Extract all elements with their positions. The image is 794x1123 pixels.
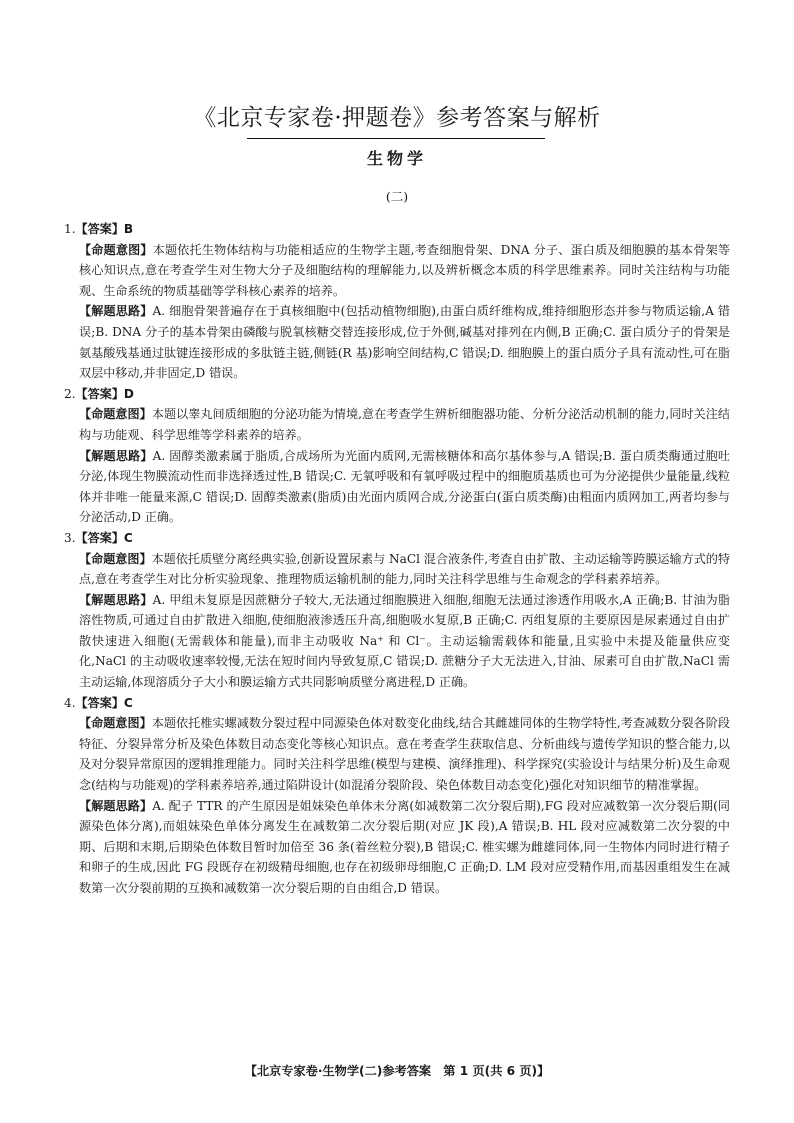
q2-intent-tag: 【命题意图】 [79,407,152,422]
q4-answer: 【答案】C [75,695,133,710]
q1-intent [79,240,730,302]
q4-approach-tag: 【解题思路】 [79,798,153,813]
q1-answer: 【答案】B [75,222,134,236]
answer-content [64,219,730,899]
q4-intent-text: 本题依托椎实螺减数分裂过程中同源染色体对数变化曲线,结合其雌雄同体的生物学特性,考查减数分裂各阶段特征、分裂异常分析及染色体数目动态变化等核心知识点。意在考查学生获取信息、分析曲线与遗传学知识的整合能力,以及对分裂异常原因的逻辑推理能力。同时关注科学思维(模型与建模、演绎推理)、科学探究(实验设计与结果分析)及生命观念(结构与功能观)的学科素养培养,通过陷阱设计(如混淆分裂阶段、染色体数目动态变化)强化对知识细节的精准掌握。 [79,716,730,793]
q3-approach-text: A. 甲组未复原是因蔗糖分子较大,无法通过细胞膜进入细胞,细胞无法通过渗透作用吸水,A 正确;B. 甘油为脂溶性物质,可通过自由扩散进入细胞,使细胞液渗透压升高,细胞吸水复原,B 正确;C. 丙组复原的主要原因是尿素通过自由扩散快速进入细胞(无需载体和能量),而非主动吸收 Na⁺ 和 Cl⁻。主动运输需载体和能量,且实验中未提及能量供应变化,NaCl 的主动吸收速率较慢,无法在短时间内导致复原,C 错误;D. 蔗糖分子大无法进入,甘油、尿素可自由扩散,NaCl 需主动运输,体现溶质分子大小和膜运输方式共同影响质壁分离进程,D 正确。 [79,592,730,690]
paper-number: (二) [385,189,409,204]
question-3 [64,528,730,693]
q3-intent-tag: 【命题意图】 [79,551,152,566]
q3-approach-tag: 【解题思路】 [79,592,153,607]
q4-intent-tag: 【命题意图】 [79,716,152,731]
q1-approach-text: A. 细胞骨架普遍存在于真核细胞中(包括动植物细胞),由蛋白质纤维构成,维持细胞形态并参与物质运输,A 错误;B. DNA 分子的基本骨架由磷酸与脱氧核糖交替连接形成,位于外侧,碱基对排列在内侧,B 正确;C. 蛋白质分子的骨架是氨基酸残基通过肽键连接形成的多肽链主链,侧链(R 基)影响空间结构,C 错误;D. 细胞膜上的蛋白质分子具有流动性,可在脂双层中移动,并非固定,D 错误。 [79,304,730,381]
q4-number: 4. [64,695,76,710]
q2-answer: 【答案】D [75,386,134,401]
q1-intent-tag: 【命题意图】 [79,242,153,257]
q3-answer-line [64,528,730,549]
question-1 [64,219,730,384]
q3-answer: 【答案】C [75,530,133,545]
q4-answer-line [64,693,730,714]
q1-answer-line [64,219,730,240]
subject-heading: 生物学 [366,149,427,168]
q1-intent-text: 本题依托生物体结构与功能相适应的生物学主题,考查细胞骨架、DNA 分子、蛋白质及细胞膜的基本骨架等核心知识点,意在考查学生对生物大分子及细胞结构的理解能力,以及辨析概念本质的科学思维素养。同时关注结构与功能观、生命系统的物质基础等学科核心素养的培养。 [79,242,730,298]
q1-approach-tag: 【解题思路】 [79,304,153,319]
question-4 [64,693,730,899]
title-underline [247,138,545,139]
document-title: 《北京专家卷·押题卷》参考答案与解析 [193,105,601,131]
q2-number: 2. [64,386,76,401]
q2-approach-text: A. 固醇类激素属于脂质,合成场所为光面内质网,无需核糖体和高尔基体参与,A 错误;B. 蛋白质类酶通过胞吐分泌,体现生物膜流动性而非选择透过性,B 错误;C. 无氧呼吸和有氧呼吸过程中的细胞质基质也可为分泌提供少量能量,线粒体并非唯一能量来源,C 错误;D. 固醇类激素(脂质)由光面内质网合成,分泌蛋白(蛋白质类酶)由粗面内质网加工,两者均参与分泌活动,D 正确。 [79,448,730,525]
q3-intent-text: 本题依托质壁分离经典实验,创新设置尿素与 NaCl 混合液条件,考查自由扩散、主动运输等跨膜运输方式的特点,意在考查学生对比分析实验现象、推理物质运输机制的能力,同时关注科学思维与生命观念的学科素养培养。 [79,551,730,587]
q3-intent [79,549,730,590]
q2-intent-text: 本题以睾丸间质细胞的分泌功能为情境,意在考查学生辨析细胞器功能、分析分泌活动机制的能力,同时关注结构与功能观、科学思维等学科素养的培养。 [79,407,730,442]
q4-intent [79,713,730,795]
q3-approach [79,590,730,693]
q1-approach [79,301,730,383]
q4-approach-text: A. 配子 TTR 的产生原因是姐妹染色单体未分离(如减数第二次分裂后期),FG 段对应减数第一次分裂后期(同源染色体分离),而姐妹染色单体分离发生在减数第二次分裂后期(对应 JK 段),A 错误;B. HL 段对应减数第二次分裂的中期、后期和末期,后期染色体数目暂时加倍至 36 条(着丝粒分裂),B 错误;C. 椎实螺为雌雄同体,同一生物体内同时进行精子和卵子的生成,因此 FG 段既存在初级精母细胞,也存在初级卵母细胞,C 正确;D. LM 段对应受精作用,而基因重组发生在减数第一次分裂前期的互换和减数第一次分裂后期的自由组合,D 错误。 [79,798,730,895]
q2-intent [79,404,730,445]
q2-approach-tag: 【解题思路】 [79,448,153,463]
page-footer: 【北京专家卷·生物学(二)参考答案 第 1 页(共 6 页)】 [244,1064,550,1078]
q2-answer-line [64,384,730,405]
q2-approach [79,446,730,528]
q1-number: 1. [64,222,76,236]
question-2 [64,384,730,528]
q4-approach [79,796,730,899]
q3-number: 3. [64,530,76,545]
